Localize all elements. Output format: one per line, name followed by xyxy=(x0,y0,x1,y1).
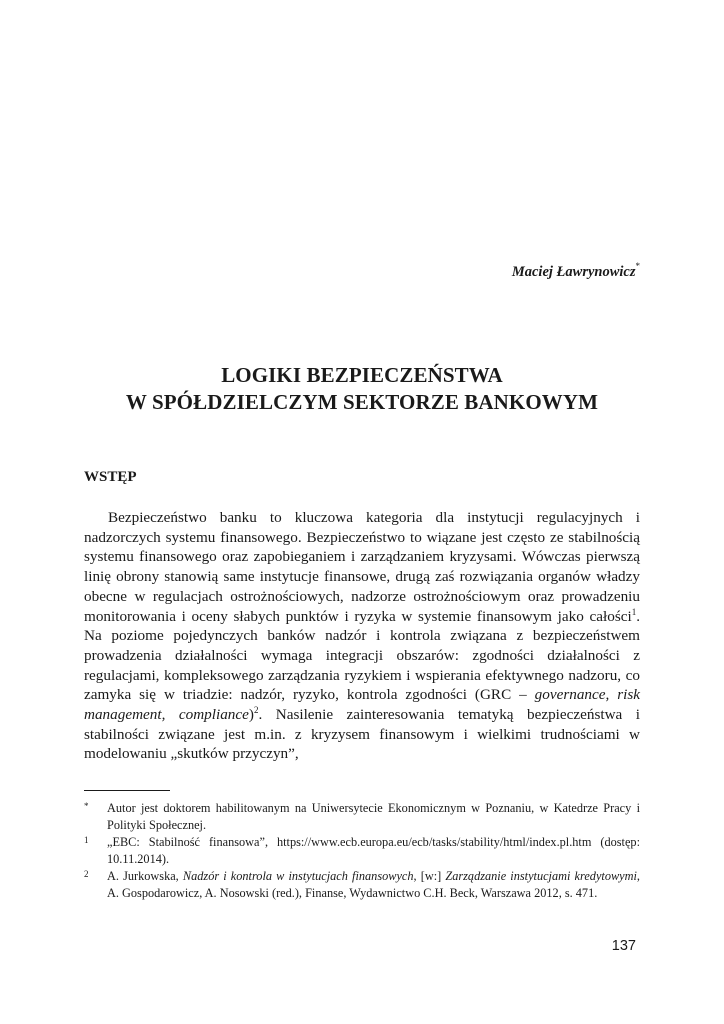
footnote-text-part: , [w:] xyxy=(413,869,446,884)
article-title xyxy=(84,362,640,416)
article-title-line-1: LOGIKI BEZPIECZEŃSTWA xyxy=(221,363,503,387)
body-text-part: . Na poziome pojedynczych banków nadzór i kontrola związana z bezpieczeństwem prowadzenia działalności wymaga integracji obszarów: zgodności działalności z regulacjami, kompleksowego zarządzania ryzykiem i wspierania efektywnego nadzoru, co zamyka się w triadzie: nadzór, ryzyko, kontrola zgodności (GRC – xyxy=(84,607,640,704)
footnote-divider xyxy=(84,790,170,791)
footnote-item xyxy=(84,800,640,833)
footnote-ref-1: 1 xyxy=(631,606,637,617)
body-paragraph xyxy=(84,508,640,764)
body-text-part: ) xyxy=(248,706,254,724)
footnote-item xyxy=(84,868,640,901)
footnote-text-part: A. Jurkowska, xyxy=(107,869,183,884)
body-text-part: Bezpieczeństwo banku to kluczowa kategoria dla instytucji regulacyjnych i nadzorczych systemu finansowego. Bezpieczeństwo to wiązane jest często ze stabilnością systemu finansowego oraz zapobieganiem i zarządzaniem kryzysami. Wówczas pierwszą linię obrony stanowią same instytucje finansowe, drugą zaś rozwiązania organów władzy obecne w regulacjach ostrożnościowych, nadzorze ostrożnościowym oraz prowadzeniu monitorowania i oceny słabych punktów i ryzyka w systemie finansowym jako całości xyxy=(84,509,640,625)
section-heading: WSTĘP xyxy=(84,469,137,485)
body-text-italic: governance, risk management, compliance xyxy=(84,686,641,724)
footnote-mark: 2 xyxy=(84,869,89,880)
body-text-part: . Nasilenie zainteresowania tematyką bezpieczeństwa i stabilności związane jest m.in. z kryzysem finansowym i wielkimi trudnościami w modelowaniu „skutków przyczyn”, xyxy=(84,706,640,763)
footnote-mark: 1 xyxy=(84,835,89,846)
footnotes xyxy=(84,800,640,903)
footnote-mark: * xyxy=(84,801,89,811)
footnote-text: „EBC: Stabilność finansowa”, https://www.ecb.europa.eu/ecb/tasks/stability/html/index.pl.htm (dostęp: 10.11.2014). xyxy=(107,835,640,866)
footnote-text-italic: Zarządzanie instytucjami kredytowymi xyxy=(445,869,637,884)
footnote-text-part: , A. Gospodarowicz, A. Nosowski (red.), Finanse, Wydawnictwo C.H. Beck, Warszawa 2012, s. 471. xyxy=(107,869,640,900)
footnote-item xyxy=(84,834,640,867)
article-title-line-2: W SPÓŁDZIELCZYM SEKTORZE BANKOWYM xyxy=(125,390,599,414)
footnote-ref-2: 2 xyxy=(253,704,259,715)
author-footnote-mark: * xyxy=(635,261,640,271)
footnote-text: Autor jest doktorem habilitowanym na Uniwersytecie Ekonomicznym w Poznaniu, w Katedrze Pracy i Polityki Społecznej. xyxy=(107,801,640,832)
footnote-text-italic: Nadzór i kontrola w instytucjach finansowych xyxy=(182,869,414,884)
footnote-text xyxy=(107,868,640,901)
author-line xyxy=(512,262,640,281)
author-name: Maciej Ławrynowicz xyxy=(511,263,636,280)
page-number: 137 xyxy=(611,938,636,954)
